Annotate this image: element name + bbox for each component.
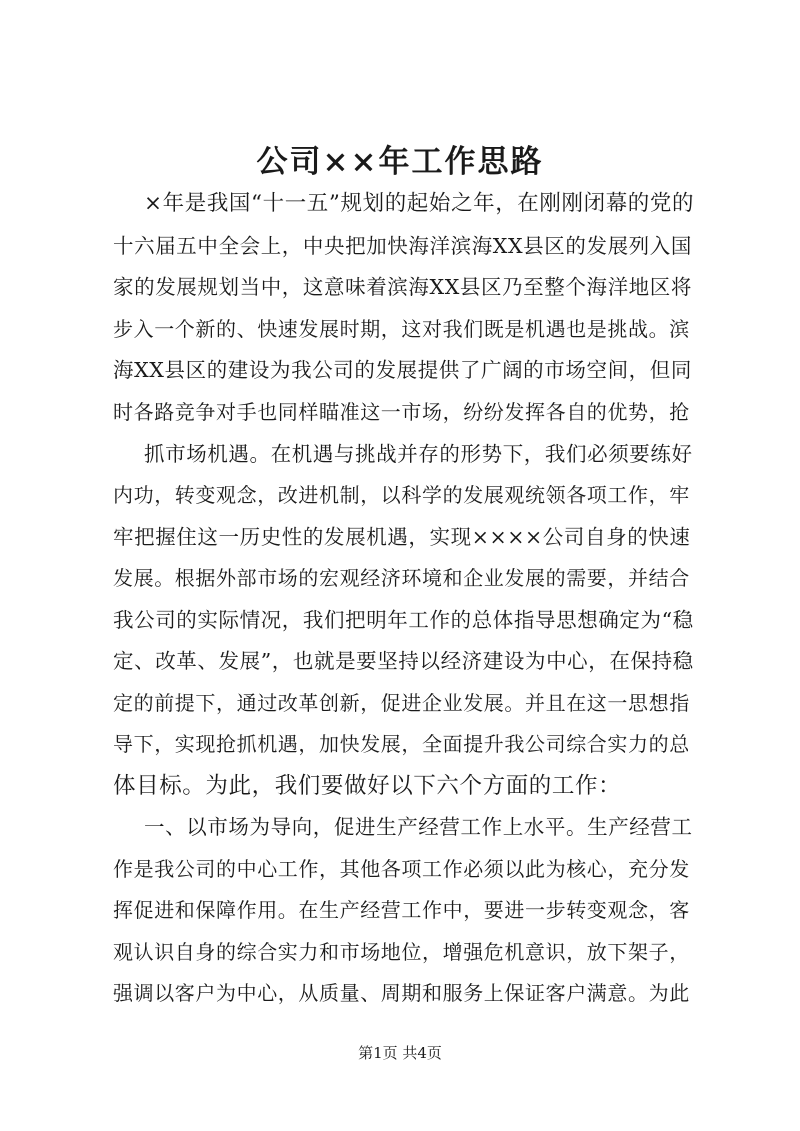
paragraph-line: ×年是我国“十一五”规划的起始之年，在刚刚闭幕的党的 [144,191,695,216]
paragraph-line: 时各路竞争对手也同样瞄准这一市场，纷纷发挥各自的优势，抢 [113,400,690,424]
paragraph-line: 定、改革、发展”，也就是要坚持以经济建设为中心，在保持稳 [113,649,694,673]
page-footer: 第1页 共4页 [358,1044,442,1062]
paragraph-line: 强调以客户为中心，从质量、周期和服务上保证客户满意。为此 [113,981,690,1005]
paragraph-line: 体目标。为此，我们要做好以下六个方面的工作： [113,773,622,799]
paragraph-line: 定的前提下，通过改革创新，促进企业发展。并且在这一思想指 [113,691,690,715]
paragraph-line: 作是我公司的中心工作，其他各项工作必须以此为核心，充分发 [113,857,690,881]
paragraph-line: 内功，转变观念，改进机制，以科学的发展观统领各项工作，牢 [113,483,690,507]
paragraph-line: 步入一个新的、快速发展时期，这对我们既是机遇也是挑战。滨 [113,317,690,341]
paragraph-line: 我公司的实际情况，我们把明年工作的总体指导思想确定为“稳 [113,608,694,632]
paragraph-line: 导下，实现抢抓机遇，加快发展，全面提升我公司综合实力的总 [113,732,690,756]
paragraph-line: 发展。根据外部市场的宏观经济环境和企业发展的需要，并结合 [113,566,690,590]
paragraph-line: 观认识自身的综合实力和市场地位，增强危机意识，放下架子， [113,940,690,964]
paragraph-line: 十六届五中全会上，中央把加快海洋滨海XX县区的发展列入国 [113,234,692,258]
paragraph-line: 家的发展规划当中，这意味着滨海XX县区乃至整个海洋地区将 [113,275,692,299]
paragraph-line: 海XX县区的建设为我公司的发展提供了广阔的市场空间，但同 [113,358,692,382]
paragraph-line: 挥促进和保障作用。在生产经营工作中，要进一步转变观念，客 [113,898,690,922]
paragraph-line: 抓市场机遇。在机遇与挑战并存的形势下，我们必须要练好 [144,442,693,466]
paragraph-line: 一、以市场为导向，促进生产经营工作上水平。生产经营工 [144,815,693,839]
document-title: 公司××年工作思路 [256,144,544,180]
paragraph-line: 牢把握住这一历史性的发展机遇，实现××××公司自身的快速 [113,525,691,549]
